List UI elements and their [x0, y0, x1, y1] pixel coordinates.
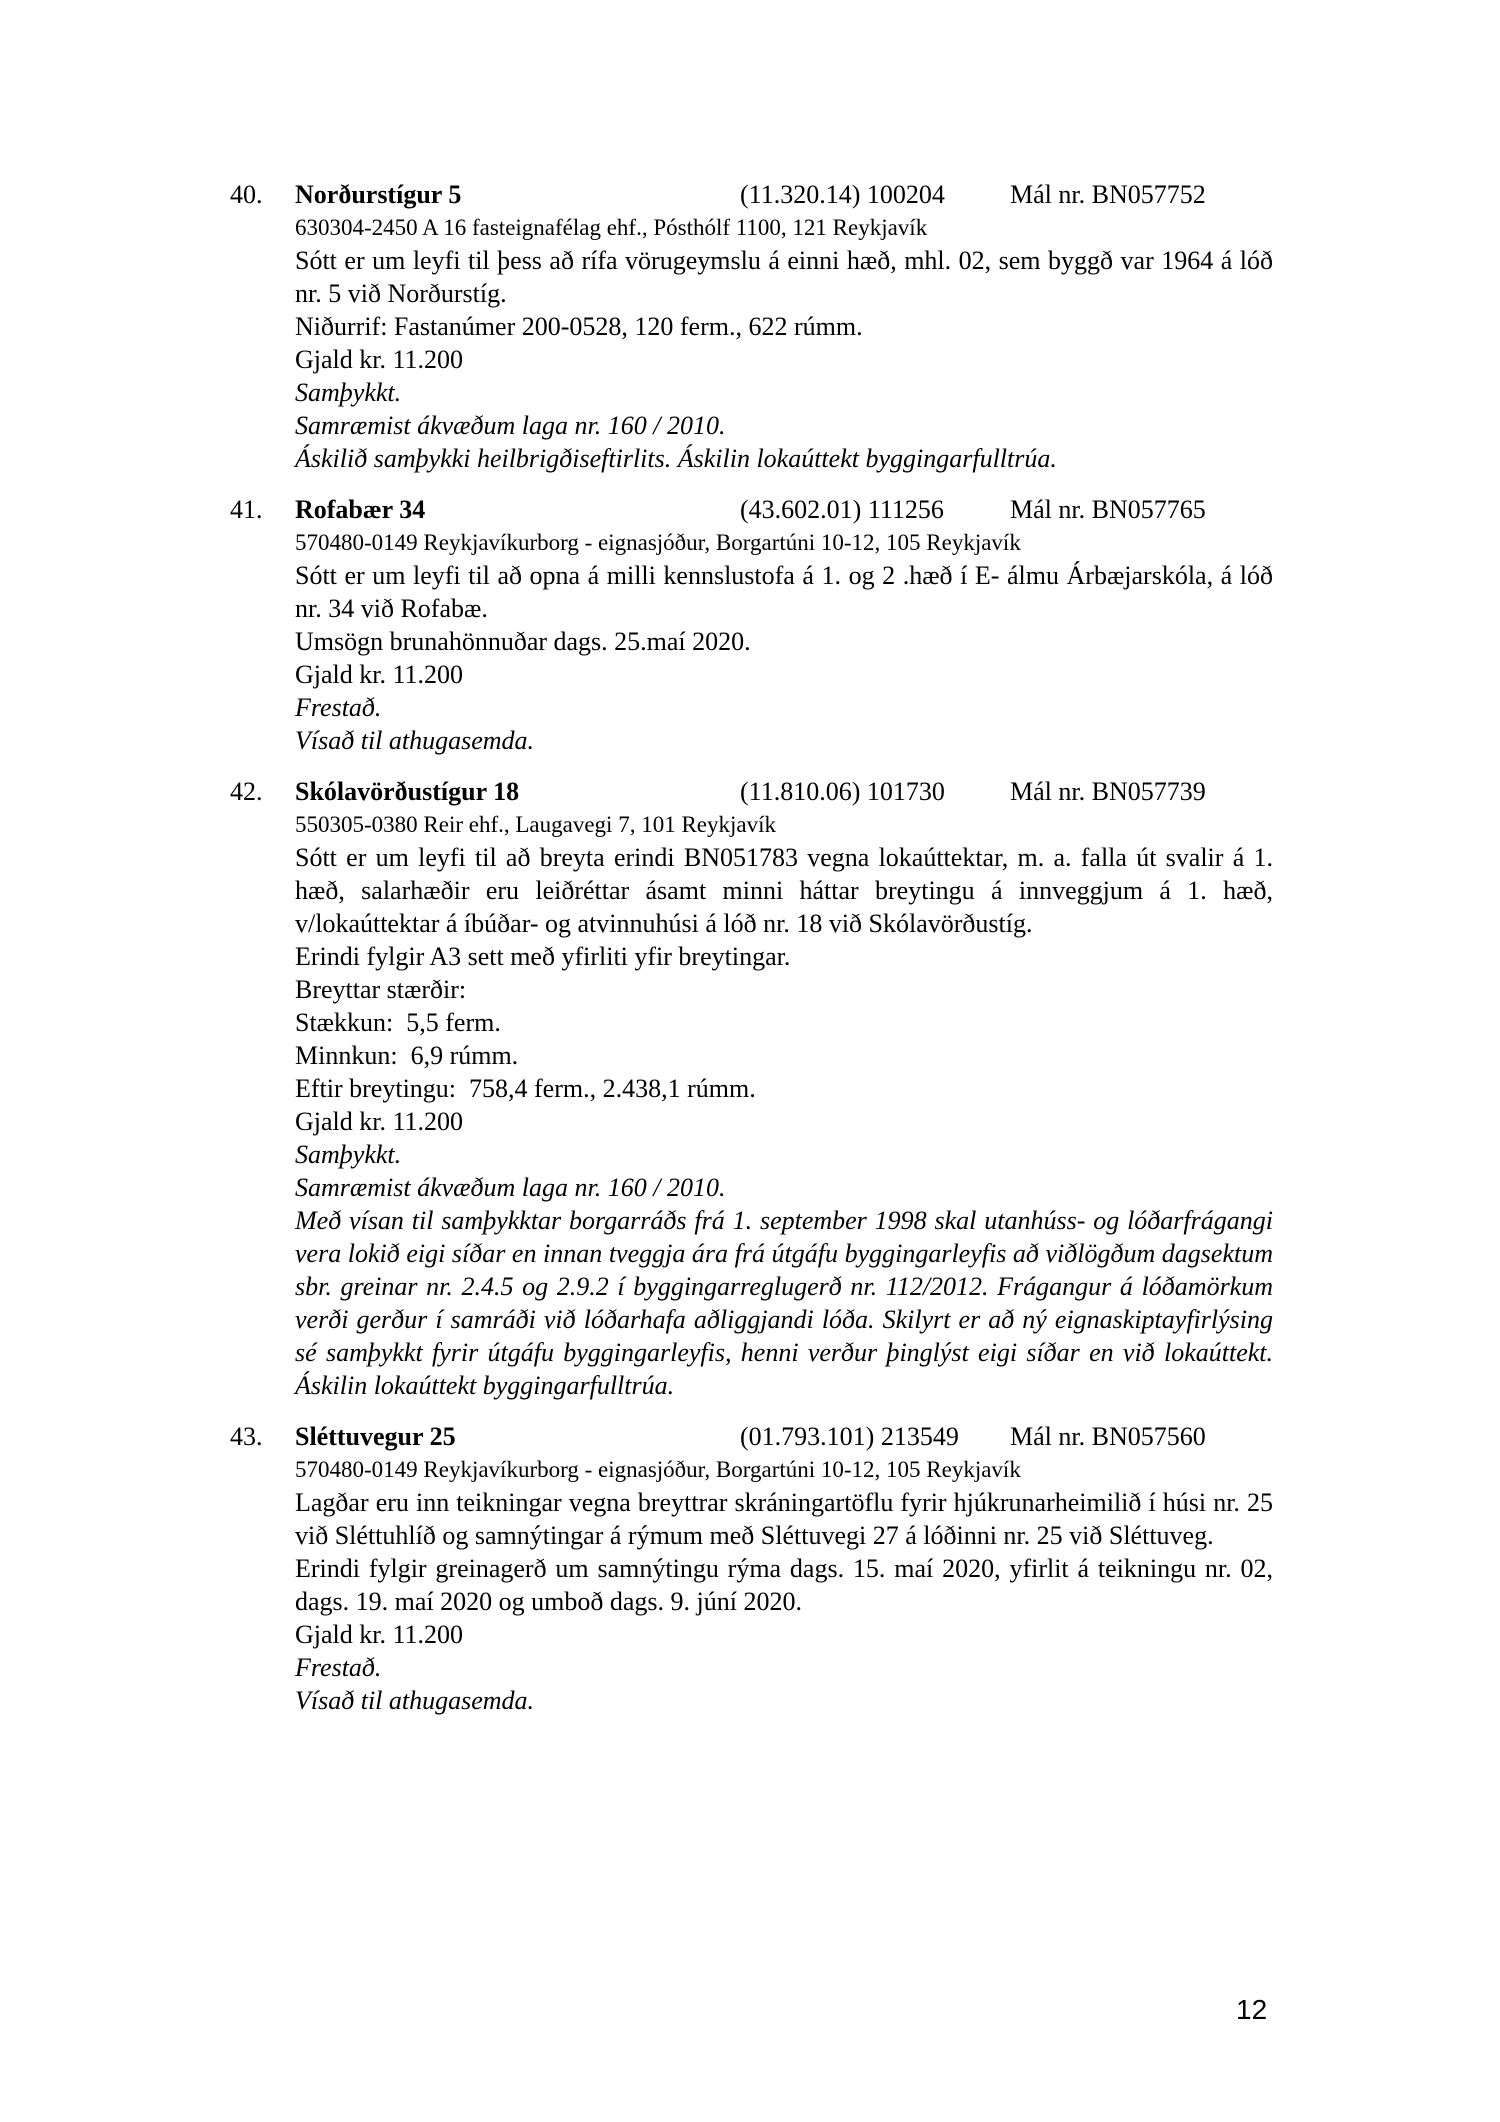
case-number: Mál nr. BN057739	[1010, 777, 1206, 806]
applicant-line: 570480-0149 Reykjavíkurborg - eignasjóður, Borgartúni 10-12, 105 Reykjavík	[295, 1457, 1021, 1482]
agenda-item	[230, 1420, 1280, 1717]
agenda-item	[230, 775, 1280, 1402]
size-change-line: Minnkun: 6,9 rúmm.	[295, 1041, 519, 1070]
agenda-item	[230, 178, 1280, 475]
item-text-line: Sótt er um leyfi til að opna á milli kennslustofa á 1. og 2 .hæð í E- álmu Árbæjarskóla, á lóð nr. 34 við Rofabæ.	[295, 561, 1280, 623]
case-number: Mál nr. BN057560	[1010, 1422, 1206, 1451]
item-resolution-line: Áskilið samþykki heilbrigðiseftirlits. Áskilin lokaúttekt byggingarfulltrúa.	[295, 444, 1057, 473]
fee-line: Gjald kr. 11.200	[295, 1107, 464, 1136]
plot-code-and-property-number: (01.793.101) 213549	[740, 1422, 959, 1451]
item-address: Skólavörðustígur 18	[295, 777, 520, 806]
applicant-line: 550305-0380 Reir ehf., Laugavegi 7, 101 Reykjavík	[295, 812, 776, 837]
case-number: Mál nr. BN057752	[1010, 180, 1206, 209]
agenda-item-body	[295, 211, 1280, 475]
fee-line: Gjald kr. 11.200	[295, 660, 464, 689]
item-text-line: Erindi fylgir greinagerð um samnýtingu rýma dags. 15. maí 2020, yfirlit á teikningu nr. 02, dags. 19. maí 2020 og umboð dags. 9. júní 2020.	[295, 1554, 1280, 1616]
applicant-line: 630304-2450 A 16 fasteignafélag ehf., Pósthólf 1100, 121 Reykjavík	[295, 215, 928, 240]
item-resolution-line: Samþykkt.	[295, 1140, 402, 1169]
item-resolution-line: Frestað.	[295, 693, 382, 722]
agenda-item-body	[295, 526, 1280, 757]
agenda-items-list	[230, 178, 1280, 1735]
agenda-item-header	[230, 1420, 1273, 1453]
item-resolution-line: Vísað til athugasemda.	[295, 1686, 535, 1715]
item-resolution-line: Samræmist ákvæðum laga nr. 160 / 2010.	[295, 1173, 726, 1202]
agenda-item	[230, 493, 1280, 757]
item-address: Sléttuvegur 25	[295, 1422, 456, 1451]
page-footer	[1236, 1995, 1267, 2025]
agenda-item-header	[230, 493, 1273, 526]
agenda-item-header	[230, 775, 1273, 808]
agenda-item-body	[295, 1453, 1280, 1717]
fee-line: Gjald kr. 11.200	[295, 1620, 464, 1649]
item-address: Norðurstígur 5	[295, 180, 462, 209]
item-text-line: Umsögn brunahönnuðar dags. 25.maí 2020.	[295, 627, 751, 656]
item-resolution-line: Frestað.	[295, 1653, 382, 1682]
item-text-line: Erindi fylgir A3 sett með yfirliti yfir breytingar.	[295, 942, 791, 971]
item-number: 42.	[230, 777, 263, 806]
item-number: 40.	[230, 180, 263, 209]
page-number: 12	[1236, 1994, 1268, 2025]
fee-line: Gjald kr. 11.200	[295, 345, 464, 374]
item-text-line: Sótt er um leyfi til þess að rífa vörugeymslu á einni hæð, mhl. 02, sem byggð var 1964 á lóð nr. 5 við Norðurstíg.	[295, 246, 1280, 308]
item-resolution-line: Með vísan til samþykktar borgarráðs frá 1. september 1998 skal utanhúss- og lóðarfrágangi vera lokið eigi síðar en innan tveggja ára frá útgáfu byggingarleyfis að viðlögðum dagsektum sbr. greinar nr. 2.4.5 og 2.9.2 í byggingarreglugerð nr. 112/2012. Frágangur á lóðamörkum verði gerður í samráði við lóðarhafa aðliggjandi lóða. Skilyrt er að ný eignaskiptayfirlýsing sé samþykkt fyrir útgáfu byggingarleyfis, henni verður þinglýst eigi síðar en við lokaúttekt. Áskilin lokaúttekt byggingarfulltrúa.	[295, 1206, 1280, 1400]
plot-code-and-property-number: (11.810.06) 101730	[740, 777, 945, 806]
item-text-line: Niðurrif: Fastanúmer 200-0528, 120 ferm., 622 rúmm.	[295, 312, 863, 341]
item-text-line: Breyttar stærðir:	[295, 975, 467, 1004]
agenda-item-header	[230, 178, 1273, 211]
item-number: 43.	[230, 1422, 263, 1451]
case-number: Mál nr. BN057765	[1010, 495, 1206, 524]
item-resolution-line: Samræmist ákvæðum laga nr. 160 / 2010.	[295, 411, 726, 440]
size-change-line: Eftir breytingu: 758,4 ferm., 2.438,1 rúmm.	[295, 1074, 756, 1103]
plot-code-and-property-number: (43.602.01) 111256	[740, 495, 944, 524]
item-resolution-line: Vísað til athugasemda.	[295, 726, 535, 755]
item-address: Rofabær 34	[295, 495, 426, 524]
item-number: 41.	[230, 495, 263, 524]
item-text-line: Sótt er um leyfi til að breyta erindi BN051783 vegna lokaúttektar, m. a. falla út svalir á 1. hæð, salarhæðir eru leiðréttar ásamt minni háttar breytingu á innveggjum á 1. hæð, v/lokaúttektar á íbúðar- og atvinnuhúsi á lóð nr. 18 við Skólavörðustíg.	[295, 843, 1280, 938]
size-change-line: Stækkun: 5,5 ferm.	[295, 1008, 501, 1037]
applicant-line: 570480-0149 Reykjavíkurborg - eignasjóður, Borgartúni 10-12, 105 Reykjavík	[295, 530, 1021, 555]
plot-code-and-property-number: (11.320.14) 100204	[740, 180, 945, 209]
agenda-item-body	[295, 808, 1280, 1402]
item-text-line: Lagðar eru inn teikningar vegna breyttrar skráningartöflu fyrir hjúkrunarheimilið í húsi nr. 25 við Sléttuhlíð og samnýtingar á rýmum með Sléttuvegi 27 á lóðinni nr. 25 við Sléttuveg.	[295, 1488, 1280, 1550]
item-resolution-line: Samþykkt.	[295, 378, 402, 407]
